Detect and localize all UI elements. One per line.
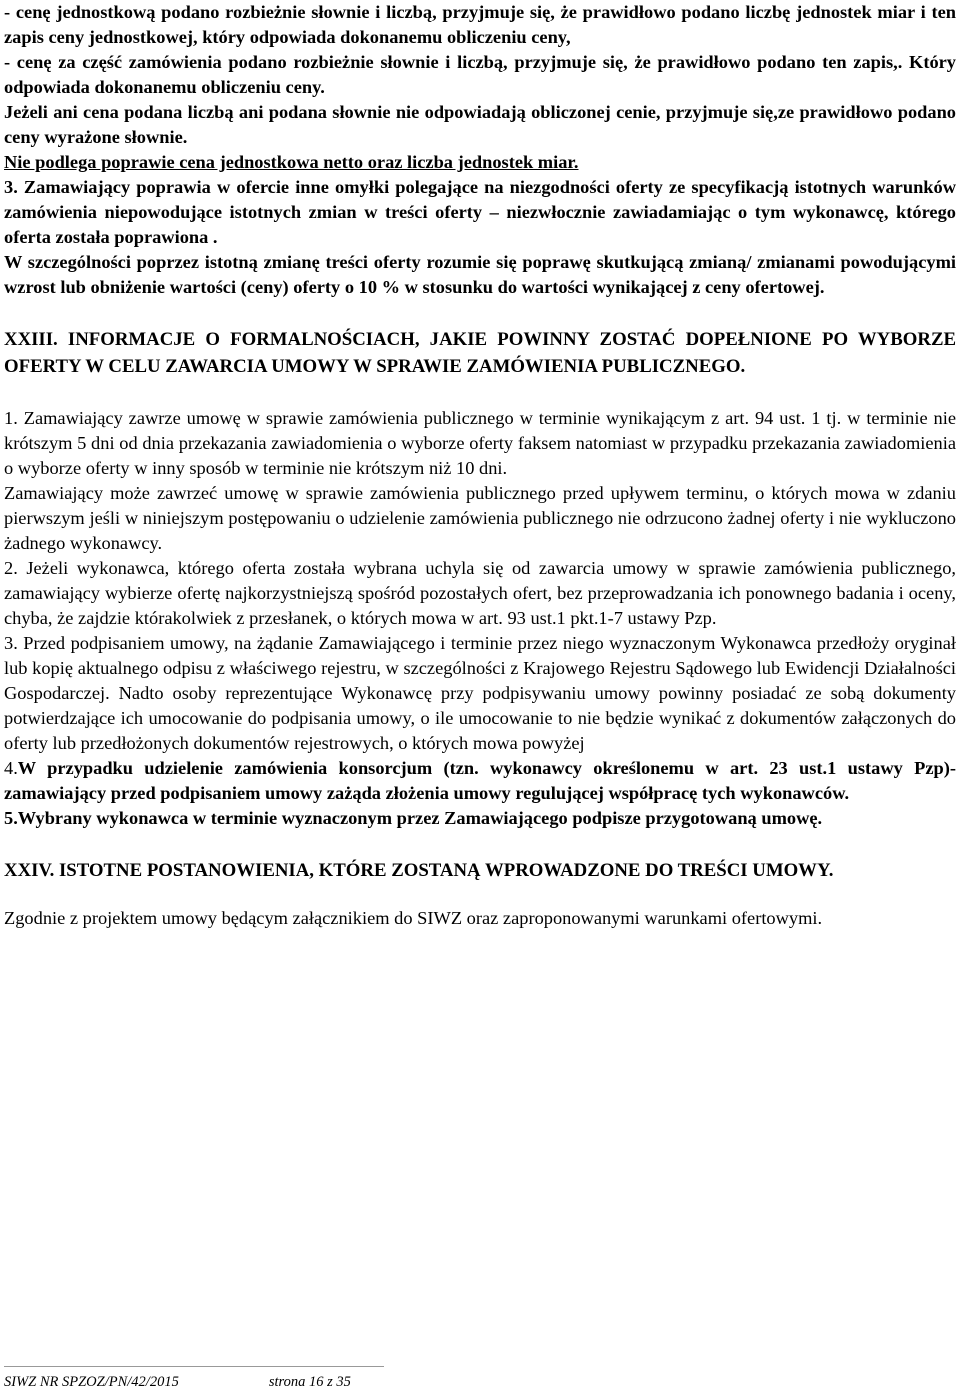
paragraph-early-contract: Zamawiający może zawrzeć umowę w sprawie zamówienia publicznego przed upływem terminu, o których mowa w zdaniu pierwszym jeśli w niniejszym postępowaniu o udzielenie zamówienia publicznego nie odrzucono żadnej oferty i nie wykluczono żadnego wykonawcy. bbox=[4, 483, 956, 553]
paragraph-no-correction: Nie podlega poprawie cena jednostkowa netto oraz liczba jednostek miar. bbox=[4, 152, 579, 172]
spacer bbox=[4, 831, 956, 857]
paragraph-consortium-number: 4. bbox=[4, 758, 18, 778]
paragraph-other-errors: 3. Zamawiający poprawia w ofercie inne omyłki polegające na niezgodności oferty ze specyfikacją istotnych warunków zamówienia niepowodujące istotnych zmian w treści oferty – niezwłocznie zawiadamiając o tym wykonawcę, którego oferta została poprawiona . bbox=[4, 177, 956, 247]
paragraph-sign-contract: 5.Wybrany wykonawca w terminie wyznaczonym przez Zamawiającego podpisze przygotowaną umowę. bbox=[4, 808, 823, 828]
paragraph-documents: 3. Przed podpisaniem umowy, na żądanie Zamawiającego i terminie przez niego wyznaczonym Wykonawca przedłoży oryginał lub kopię aktualnego odpisu z właściwego rejestru, w szczególności z Krajowego Rejestru Sądowego lub Ewidencji Działalności Gospodarczej. Nadto osoby reprezentujące Wykonawcę przy podpisywaniu umowy powinny posiadać ze sobą dokumenty potwierdzające ich umocowanie do podpisania umowy, o ile umocowanie to nie będzie wynikać z dokumentów załączonych do oferty lub przedłożonych dokumentów rejestrowych, o których mowa powyżej bbox=[4, 633, 956, 753]
footer-rule bbox=[4, 1366, 384, 1367]
paragraph-part-price: - cenę za część zamówienia podano rozbieżnie słownie i liczbą, przyjmuje się, że prawidłowo podano ten zapis,. Który odpowiada dokonanemu obliczeniu ceny. bbox=[4, 52, 956, 97]
paragraph-withdrawal: 2. Jeżeli wykonawca, którego oferta została wybrana uchyla się od zawarcia umowy w sprawie zamówienia publicznego, zamawiający wybierze ofertę najkorzystniejszą spośród pozostałych ofert, bez przeprowadzania ich ponownego badania i oceny, chyba, że zajdzie którakolwiek z przesłanek, o których mowa w art. 93 ust.1 pkt.1-7 ustawy Pzp. bbox=[4, 558, 956, 628]
section-xxiii-heading: XXIII. INFORMACJE O FORMALNOŚCIACH, JAKIE POWINNY ZOSTAĆ DOPEŁNIONE PO WYBORZE OFERTY W CELU ZAWARCIA UMOWY W SPRAWIE ZAMÓWIENIA PUBLICZNEGO. bbox=[4, 329, 956, 377]
section-xxiv-heading: XXIV. ISTOTNE POSTANOWIENIA, KTÓRE ZOSTANĄ WPROWADZONE DO TREŚCI UMOWY. bbox=[4, 860, 834, 881]
paragraph-unit-price: - cenę jednostkową podano rozbieżnie słownie i liczbą, przyjmuje się, że prawidłowo podano liczbę jednostek miar i ten zapis ceny jednostkowej, który odpowiada dokonanemu obliczeniu ceny, bbox=[4, 2, 956, 47]
page-footer bbox=[4, 1373, 351, 1391]
spacer bbox=[4, 300, 956, 326]
paragraph-contract-term: 1. Zamawiający zawrze umowę w sprawie zamówienia publicznego w terminie wynikającym z art. 94 ust. 1 tj. w terminie nie krótszym 5 dni od dnia przekazania zawiadomienia o wyborze oferty faksem natomiast w przypadku przekazania zawiadomienia o wyborze oferty w inny sposób w terminie nie krótszym niż 10 dni. bbox=[4, 408, 956, 478]
footer-reference: SIWZ NR SPZOZ/PN/42/2015 bbox=[4, 1374, 179, 1390]
spacer bbox=[4, 380, 956, 406]
document-page bbox=[4, 0, 956, 931]
footer-page-number: strona 16 z 35 bbox=[268, 1374, 351, 1390]
paragraph-consortium bbox=[4, 756, 956, 806]
paragraph-significant-change: W szczególności poprzez istotną zmianę treści oferty rozumie się poprawę skutkującą zmianą/ zmianami powodującymi wzrost lub obniżenie wartości (ceny) oferty o 10 % w stosunku do wartości wynikającej z ceny ofertowej. bbox=[4, 252, 956, 297]
paragraph-contract-terms: Zgodnie z projektem umowy będącym załącznikiem do SIWZ oraz zaproponowanymi warunkami ofertowymi. bbox=[4, 908, 823, 928]
paragraph-words-price: Jeżeli ani cena podana liczbą ani podana słownie nie odpowiadają obliczonej cenie, przyjmuje się,ze prawidłowo podano ceny wyrażone słownie. bbox=[4, 102, 956, 147]
paragraph-consortium-text: W przypadku udzielenie zamówienia konsorcjum (tzn. wykonawcy określonemu w art. 23 ust.1 ustawy Pzp)- zamawiający przed podpisaniem umowy zażąda złożenia umowy regulującej współpracę tych wykonawców. bbox=[4, 758, 956, 803]
spacer bbox=[4, 884, 956, 906]
